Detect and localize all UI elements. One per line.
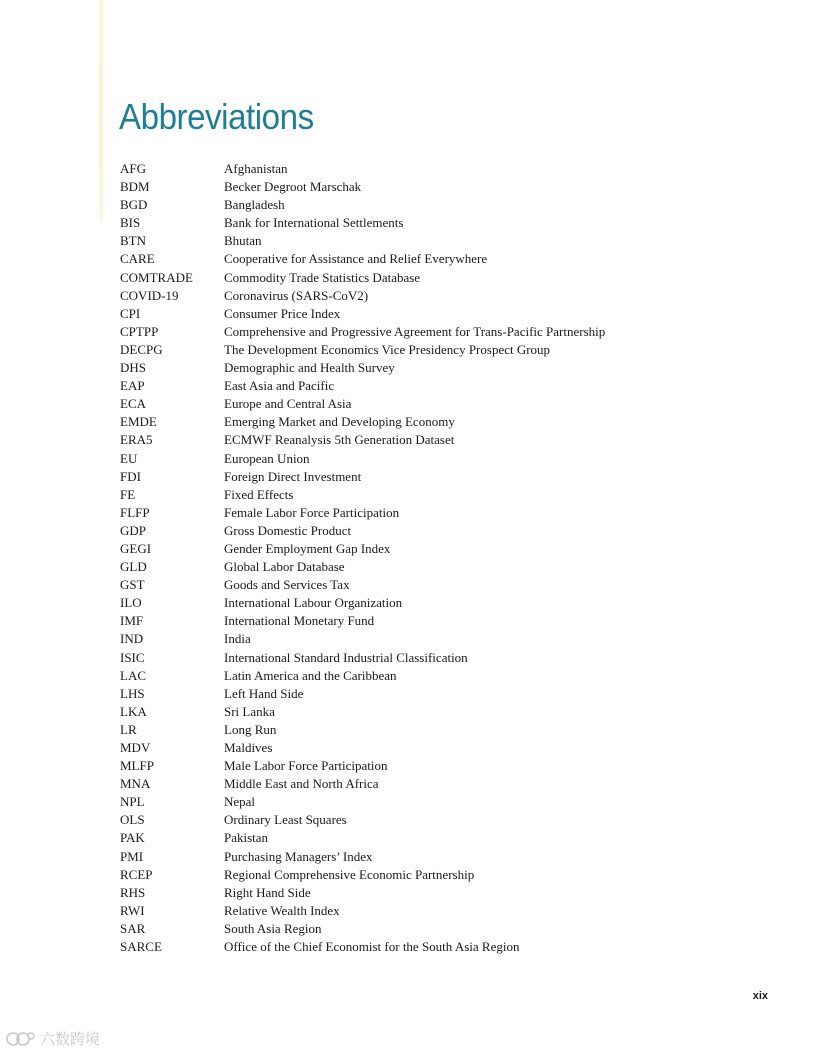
abbreviation-term: SAR: [120, 920, 146, 936]
abbreviation-row: [120, 359, 680, 377]
abbreviation-definition: Global Labor Database: [224, 559, 345, 575]
abbreviation-term: GDP: [120, 522, 147, 538]
abbreviation-term: LKA: [120, 703, 147, 719]
abbreviation-definition: East Asia and Pacific: [224, 378, 335, 394]
abbreviation-definition: Emerging Market and Developing Economy: [224, 414, 455, 430]
abbreviation-row: [120, 576, 680, 594]
abbreviation-definition: Maldives: [224, 740, 273, 755]
abbreviation-definition: Ordinary Least Squares: [224, 812, 347, 828]
abbreviation-definition: Becker Degroot Marschak: [224, 179, 362, 195]
abbreviation-definition: Comprehensive and Progressive Agreement for Trans-Pacific Partnership: [224, 323, 606, 339]
abbreviation-definition: ECMWF Reanalysis 5th Generation Dataset: [224, 432, 455, 448]
abbreviation-definition: Purchasing Managers’ Index: [224, 848, 373, 864]
abbreviation-row: [120, 594, 680, 612]
abbreviation-row: [120, 323, 680, 341]
abbreviation-term: RCEP: [120, 866, 153, 882]
abbreviation-row: [120, 395, 680, 413]
abbreviation-row: [120, 829, 680, 847]
abbreviation-term: BIS: [120, 215, 141, 231]
abbreviation-definition: Coronavirus (SARS-CoV2): [224, 287, 369, 303]
abbreviation-term: EMDE: [120, 414, 157, 430]
abbreviation-row: [120, 685, 680, 703]
abbreviation-row: [120, 178, 680, 196]
abbreviation-term: CARE: [120, 251, 155, 267]
abbreviation-definition: Bank for International Settlements: [224, 215, 404, 231]
abbreviation-term: BGD: [120, 197, 148, 213]
abbreviation-row: [120, 649, 680, 667]
abbreviation-definition: South Asia Region: [224, 920, 322, 936]
abbreviation-definition: Relative Wealth Index: [224, 902, 340, 918]
abbreviation-definition: India: [224, 631, 251, 647]
abbreviation-term: SARCE: [120, 939, 162, 955]
abbreviation-row: [120, 630, 680, 648]
abbreviation-definition: Office of the Chief Economist for the South Asia Region: [224, 939, 520, 955]
abbreviation-definition: Female Labor Force Participation: [224, 504, 400, 520]
abbreviation-term: EAP: [120, 378, 145, 394]
abbreviation-term: MNA: [120, 776, 151, 792]
abbreviation-row: [120, 269, 680, 287]
abbreviation-term: ERA5: [120, 432, 153, 448]
abbreviation-definition: Regional Comprehensive Economic Partnership: [224, 866, 475, 882]
abbreviation-definition: Right Hand Side: [224, 884, 311, 900]
abbreviation-definition: Fixed Effects: [224, 486, 294, 502]
watermark: [6, 1028, 100, 1049]
abbreviation-term: LR: [120, 721, 137, 737]
abbreviation-term: LAC: [120, 667, 146, 683]
abbreviation-definition: Afghanistan: [224, 161, 288, 176]
abbreviation-row: [120, 160, 680, 178]
abbreviation-row: [120, 413, 680, 431]
abbreviation-definition: Middle East and North Africa: [224, 776, 379, 792]
abbreviation-definition: International Monetary Fund: [224, 613, 375, 629]
abbreviation-definition: International Standard Industrial Classification: [224, 649, 468, 665]
abbreviation-row: [120, 486, 680, 504]
abbreviation-definition: Commodity Trade Statistics Database: [224, 269, 421, 285]
abbreviation-row: [120, 848, 680, 866]
abbreviation-term: GLD: [120, 559, 147, 575]
abbreviation-term: ILO: [120, 595, 142, 611]
abbreviation-term: IND: [120, 631, 144, 647]
abbreviation-row: [120, 232, 680, 250]
page-number: xix: [752, 990, 768, 1002]
abbreviation-definition: Europe and Central Asia: [224, 396, 352, 412]
abbreviation-term: COMTRADE: [120, 269, 193, 285]
abbreviation-row: [120, 341, 680, 359]
abbreviation-row: [120, 667, 680, 685]
abbreviation-row: [120, 920, 680, 938]
abbreviation-row: [120, 866, 680, 884]
abbreviation-row: [120, 811, 680, 829]
abbreviation-definition: Latin America and the Caribbean: [224, 667, 397, 683]
abbreviation-row: [120, 450, 680, 468]
abbreviation-row: [120, 757, 680, 775]
abbreviation-term: MDV: [120, 740, 151, 755]
abbreviation-definition: Pakistan: [224, 830, 269, 846]
abbreviation-row: [120, 504, 680, 522]
abbreviation-term: FLFP: [120, 504, 150, 520]
abbreviation-row: [120, 775, 680, 793]
abbreviation-term: COVID-19: [120, 287, 179, 303]
abbreviation-row: [120, 431, 680, 449]
abbreviation-row: [120, 884, 680, 902]
abbreviation-term: DHS: [120, 360, 147, 376]
abbreviation-term: AFG: [120, 161, 147, 176]
abbreviation-row: [120, 214, 680, 232]
abbreviation-row: [120, 703, 680, 721]
abbreviation-term: ISIC: [120, 649, 145, 665]
abbreviation-row: [120, 793, 680, 811]
abbreviation-definition: Foreign Direct Investment: [224, 468, 362, 484]
abbreviations-list: [120, 160, 680, 956]
abbreviation-row: [120, 377, 680, 395]
abbreviation-row: [120, 558, 680, 576]
abbreviation-definition: Consumer Price Index: [224, 305, 341, 321]
abbreviation-definition: Sri Lanka: [224, 703, 275, 719]
abbreviation-term: RWI: [120, 902, 145, 918]
abbreviation-definition: Male Labor Force Participation: [224, 758, 388, 774]
abbreviation-term: PMI: [120, 848, 144, 864]
abbreviation-row: [120, 902, 680, 920]
abbreviation-term: GEGI: [120, 540, 152, 556]
abbreviation-term: OLS: [120, 812, 145, 828]
abbreviation-row: [120, 612, 680, 630]
abbreviation-term: IMF: [120, 613, 144, 629]
watermark-logo-icon: [6, 1030, 36, 1048]
abbreviation-term: RHS: [120, 884, 146, 900]
abbreviation-row: [120, 938, 680, 956]
abbreviation-term: MLFP: [120, 758, 154, 774]
abbreviation-definition: Goods and Services Tax: [224, 577, 350, 593]
abbreviation-definition: Left Hand Side: [224, 685, 304, 701]
abbreviation-row: [120, 468, 680, 486]
abbreviation-row: [120, 739, 680, 757]
abbreviation-definition: Gender Employment Gap Index: [224, 540, 391, 556]
abbreviation-definition: The Development Economics Vice Presidency Prospect Group: [224, 341, 551, 357]
abbreviation-definition: Nepal: [224, 794, 256, 810]
abbreviation-definition: Demographic and Health Survey: [224, 360, 395, 376]
abbreviation-row: [120, 305, 680, 323]
abbreviation-term: CPI: [120, 305, 141, 321]
abbreviation-term: EU: [120, 450, 138, 466]
abbreviation-term: FE: [120, 486, 136, 502]
abbreviation-row: [120, 721, 680, 739]
abbreviation-term: DECPG: [120, 341, 163, 357]
abbreviation-term: BDM: [120, 179, 150, 195]
abbreviation-definition: International Labour Organization: [224, 595, 403, 611]
abbreviation-definition: Long Run: [224, 721, 277, 737]
abbreviation-row: [120, 522, 680, 540]
margin-accent-bar: [99, 0, 103, 222]
abbreviation-row: [120, 196, 680, 214]
abbreviation-row: [120, 540, 680, 558]
abbreviation-term: LHS: [120, 685, 145, 701]
abbreviation-term: BTN: [120, 233, 146, 249]
abbreviation-term: GST: [120, 577, 145, 593]
watermark-text: 六数跨境: [40, 1030, 101, 1048]
page-title: Abbreviations: [119, 96, 314, 137]
abbreviation-term: NPL: [120, 794, 145, 810]
abbreviation-definition: Cooperative for Assistance and Relief Everywhere: [224, 251, 488, 267]
abbreviation-definition: Bhutan: [224, 233, 262, 249]
abbreviation-row: [120, 250, 680, 268]
abbreviation-definition: Gross Domestic Product: [224, 522, 352, 538]
abbreviation-definition: Bangladesh: [224, 197, 285, 213]
abbreviation-definition: European Union: [224, 450, 310, 466]
abbreviation-term: FDI: [120, 468, 141, 484]
abbreviation-term: ECA: [120, 396, 146, 412]
abbreviation-term: PAK: [120, 830, 145, 846]
abbreviation-row: [120, 287, 680, 305]
abbreviation-term: CPTPP: [120, 323, 159, 339]
